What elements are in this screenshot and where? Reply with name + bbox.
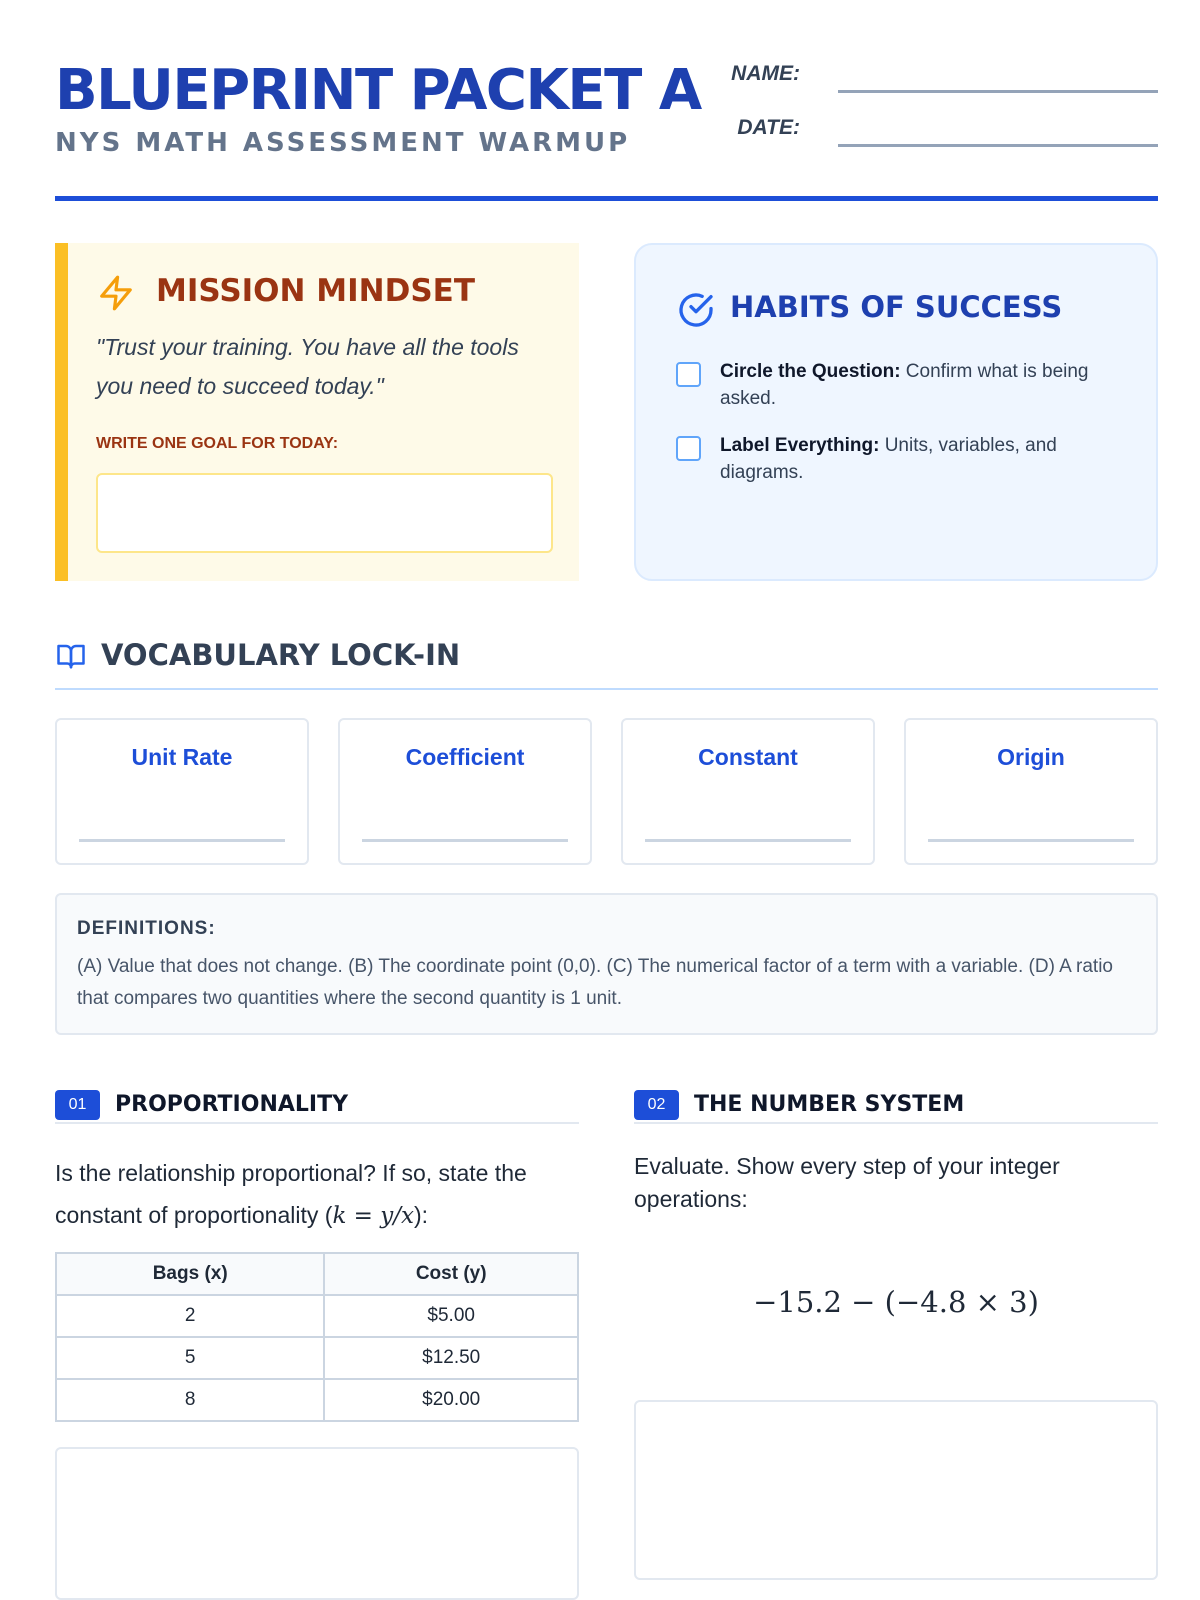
bags-cost-table: [55, 1252, 579, 1422]
table-cell: 8: [56, 1379, 324, 1421]
table-cell: 5: [56, 1337, 324, 1379]
vocab-card-unit-rate: [55, 718, 309, 865]
table-cell: $5.00: [324, 1295, 578, 1337]
vocabulary-divider: [55, 688, 1158, 690]
habit-item-circle-question: [676, 358, 1116, 418]
vocabulary-title: VOCABULARY LOCK-IN: [101, 638, 461, 672]
question-1-prompt: Is the relationship proportional? If so, state the constant of proportionality (k = y/x):: [55, 1160, 527, 1229]
vocab-term: Unit Rate: [131, 744, 233, 770]
goal-label: WRITE ONE GOAL FOR TODAY:: [96, 435, 339, 452]
definitions-label: DEFINITIONS:: [77, 918, 216, 939]
habits-of-success-panel: [634, 243, 1158, 581]
habit-text: Label Everything: Units, variables, and diagrams.: [720, 435, 1057, 483]
table-header-row: [56, 1253, 578, 1295]
vocab-card-constant: [621, 718, 875, 865]
table-header-cell: Cost (y): [324, 1253, 578, 1295]
vocab-answer-line[interactable]: [79, 839, 285, 842]
question-number-badge: 01: [55, 1090, 100, 1120]
vocab-card-origin: [904, 718, 1158, 865]
habit-checkbox[interactable]: [676, 436, 701, 461]
question-2-header: [634, 1090, 1158, 1124]
question-number-badge: 02: [634, 1090, 679, 1120]
question-1-header: [55, 1090, 579, 1124]
habit-text: Circle the Question: Confirm what is being asked.: [720, 361, 1089, 409]
book-icon: [55, 641, 87, 671]
vocab-answer-line[interactable]: [362, 839, 568, 842]
goal-input[interactable]: [96, 473, 553, 553]
question-2-prompt: Evaluate. Show every step of your integer operations:: [634, 1153, 1060, 1212]
table-row: [56, 1337, 578, 1379]
mission-quote: "Trust your training. You have all the tools you need to succeed today.": [96, 334, 519, 399]
vocab-answer-line[interactable]: [645, 839, 851, 842]
page-title: BLUEPRINT PACKET A: [55, 58, 701, 123]
habits-title: HABITS OF SUCCESS: [730, 290, 1063, 324]
page-header: [55, 55, 1158, 205]
name-field-line[interactable]: [838, 90, 1158, 93]
header-divider: [55, 196, 1158, 201]
habit-item-label-everything: [676, 432, 1116, 492]
mission-mindset-panel: [55, 243, 579, 581]
check-circle-icon: [676, 290, 716, 330]
vocab-answer-line[interactable]: [928, 839, 1134, 842]
vocab-term: Coefficient: [405, 744, 525, 770]
definitions-box: [55, 893, 1158, 1035]
date-label: DATE:: [737, 116, 800, 139]
table-cell: $20.00: [324, 1379, 578, 1421]
question-2-answer-box[interactable]: [634, 1400, 1158, 1580]
proportionality-formula: k = y/x: [332, 1203, 414, 1229]
lightning-icon: [97, 273, 135, 313]
vocab-term: Constant: [698, 744, 798, 770]
mission-title: MISSION MINDSET: [156, 273, 475, 309]
table-cell: 2: [56, 1295, 324, 1337]
question-title: THE NUMBER SYSTEM: [694, 1092, 965, 1117]
vocab-term: Origin: [997, 744, 1065, 770]
question-title: PROPORTIONALITY: [115, 1092, 349, 1117]
question-1-answer-box[interactable]: [55, 1447, 579, 1600]
table-row: [56, 1295, 578, 1337]
habit-checkbox[interactable]: [676, 362, 701, 387]
table-cell: $12.50: [324, 1337, 578, 1379]
number-system-expression: −15.2 − (−4.8 × 3): [753, 1285, 1039, 1319]
name-label: NAME:: [731, 62, 800, 85]
definitions-text: (A) Value that does not change. (B) The coordinate point (0,0). (C) The numerical factor of a term with a variable. (D) A ratio that compares two quantities where the second quantity is 1 unit.: [77, 956, 1113, 1009]
page-subtitle: NYS MATH ASSESSMENT WARMUP: [55, 128, 631, 158]
vocab-card-coefficient: [338, 718, 592, 865]
table-header-cell: Bags (x): [56, 1253, 324, 1295]
table-row: [56, 1379, 578, 1421]
date-field-line[interactable]: [838, 144, 1158, 147]
